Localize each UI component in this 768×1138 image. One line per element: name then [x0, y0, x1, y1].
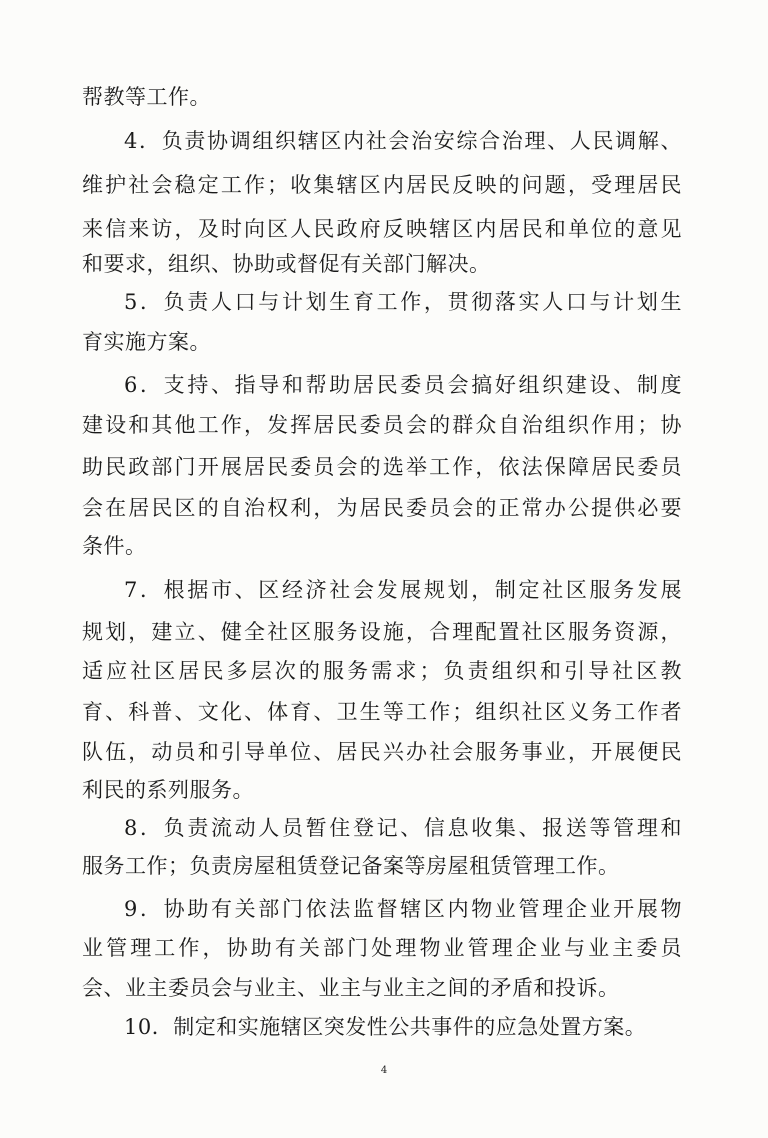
text-line: 8．负责流动人员暂住登记、信息收集、报送等管理和	[124, 816, 682, 840]
text-line: 育实施方案。	[82, 330, 211, 354]
text-line: 规划，建立、健全社区服务设施，合理配置社区服务资源，	[82, 620, 682, 644]
text-line: 9．协助有关部门依法监督辖区内物业管理企业开展物	[124, 897, 682, 921]
text-line: 队伍，动员和引导单位、居民兴办社会服务事业，开展便民	[82, 740, 682, 764]
text-line: 助民政部门开展居民委员会的选举工作，依法保障居民委员	[82, 455, 682, 479]
text-line: 来信来访，及时向区人民政府反映辖区内居民和单位的意见	[82, 217, 682, 241]
text-line: 业管理工作，协助有关部门处理物业管理企业与业主委员	[82, 936, 682, 960]
text-line: 维护社会稳定工作；收集辖区内居民反映的问题，受理居民	[82, 173, 682, 197]
text-line: 和要求，组织、协助或督促有关部门解决。	[82, 252, 491, 276]
text-line: 建设和其他工作，发挥居民委员会的群众自治组织作用；协	[82, 413, 682, 437]
text-line: 10．制定和实施辖区突发性公共事件的应急处置方案。	[124, 1015, 647, 1039]
text-line: 会在居民区的自治权利，为居民委员会的正常办公提供必要	[82, 496, 682, 520]
text-line: 适应社区居民多层次的服务需求；负责组织和引导社区教	[82, 659, 682, 683]
text-line: 6．支持、指导和帮助居民委员会搞好组织建设、制度	[124, 373, 682, 397]
text-line: 会、业主委员会与业主、业主与业主之间的矛盾和投诉。	[82, 976, 620, 1000]
text-line: 7．根据市、区经济社会发展规划，制定社区服务发展	[124, 578, 682, 602]
text-line: 条件。	[82, 534, 147, 558]
text-line: 帮教等工作。	[82, 85, 211, 109]
text-line: 利民的系列服务。	[82, 778, 254, 802]
text-line: 育、科普、文化、体育、卫生等工作；组织社区义务工作者	[82, 700, 682, 724]
text-line: 4．负责协调组织辖区内社会治安综合治理、人民调解、	[124, 129, 682, 153]
text-line: 5．负责人口与计划生育工作，贯彻落实人口与计划生	[124, 290, 682, 314]
page-number: 4	[380, 1065, 388, 1076]
text-line: 服务工作；负责房屋租赁登记备案等房屋租赁管理工作。	[82, 854, 620, 878]
